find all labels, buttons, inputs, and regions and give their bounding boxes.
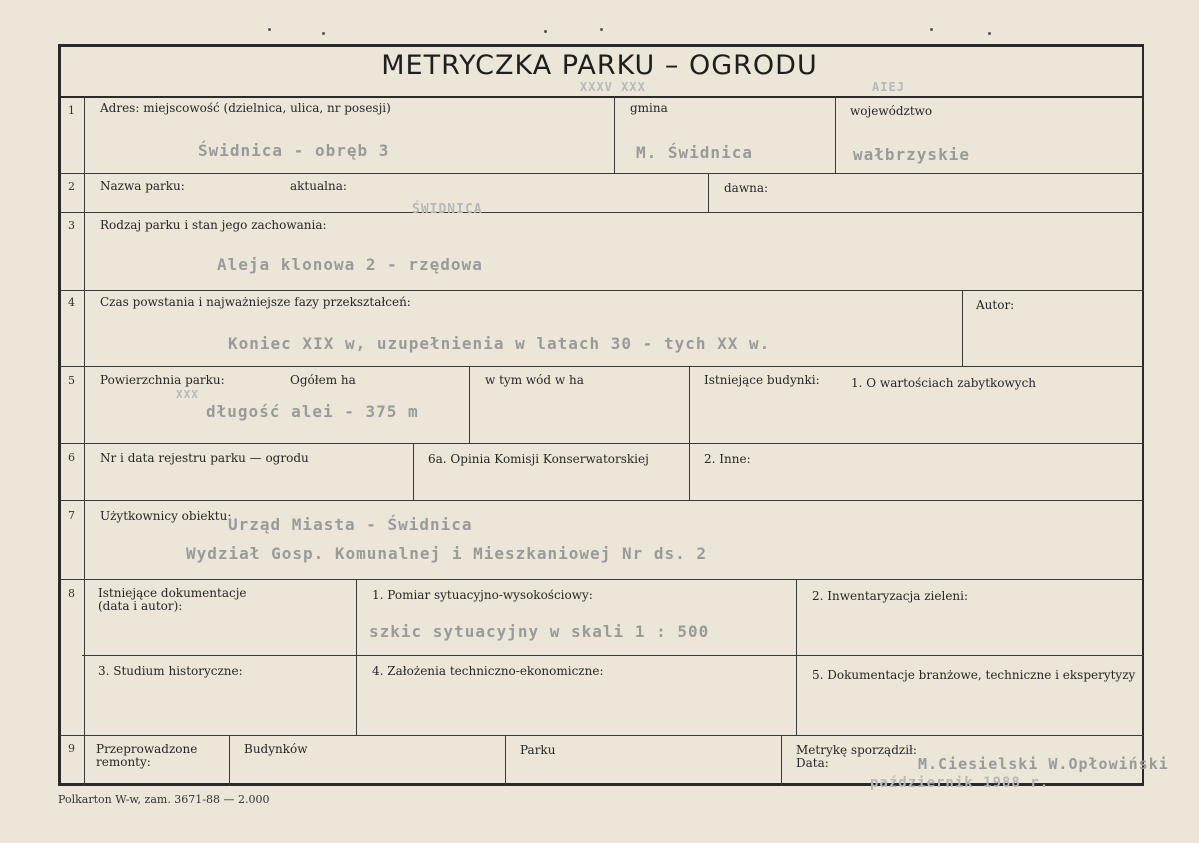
punch-mark — [930, 28, 933, 31]
cell-divider — [835, 96, 836, 173]
users-value-2: Wydział Gosp. Komunalnej i Mieszkaniowej Nr ds. 2 — [186, 544, 708, 563]
form-title: METRYCZKA PARKU – OGRODU — [381, 50, 818, 81]
printer-footer: Polkarton W-w, zam. 3671-88 — 2.000 — [58, 793, 270, 806]
time-created-label: Czas powstania i najważniejsze fazy przekształceń: — [100, 295, 411, 309]
gmina-label: gmina — [630, 101, 668, 115]
row-line — [60, 366, 1144, 367]
park-type-value: Aleja klonowa 2 - rzędowa — [217, 255, 483, 274]
prepared-by-label: Metrykę sporządził: — [796, 743, 917, 757]
park-name-label: Nazwa parku: — [100, 179, 185, 193]
park-name-current-value: ŚWIDNICA — [412, 202, 483, 217]
historical-study-label: 3. Studium historyczne: — [98, 664, 243, 678]
cell-divider — [614, 96, 615, 173]
row-line — [60, 212, 1144, 213]
historic-buildings-label: 1. O wartościach zabytkowych — [851, 376, 1037, 390]
gmina-value: M. Świdnica — [636, 143, 753, 162]
punch-mark — [268, 28, 271, 31]
renovations-label: Przeprowadzone — [96, 742, 198, 756]
cell-divider — [962, 290, 963, 366]
greenery-inventory-label: 2. Inwentaryzacja zieleni: — [812, 589, 969, 603]
date-label: Data: — [796, 756, 829, 770]
tech-econ-label: 4. Założenia techniczno-ekonomiczne: — [372, 664, 604, 678]
renovations-buildings-label: Budynków — [244, 742, 308, 756]
punch-mark — [988, 32, 991, 35]
header-stamp-1: XXXV XXX — [580, 80, 646, 94]
existing-buildings-label: Istniejące budynki: — [704, 373, 820, 387]
park-name-former-label: dawna: — [724, 181, 769, 195]
header-stamp-2: AIEJ — [872, 80, 905, 94]
commission-opinion-label: 6a. Opinia Komisji Konserwatorskiej — [428, 452, 649, 466]
survey-value: szkic sytuacyjny w skali 1 : 500 — [369, 622, 710, 641]
address-label: Adres: miejscowość (dzielnica, ulica, nr posesji) — [100, 101, 391, 115]
row-line — [60, 290, 1144, 291]
row-line — [60, 500, 1144, 501]
area-label: Powierzchnia parku: — [100, 373, 225, 387]
users-label: Użytkownicy obiektu: — [100, 509, 232, 523]
survey-label: 1. Pomiar sytuacyjno-wysokościowy: — [372, 588, 593, 602]
cell-divider — [708, 173, 709, 212]
branch-docs-label: 5. Dokumentacje branżowe, techniczne i eksperytyzy — [812, 668, 1136, 682]
row-number: 4 — [68, 296, 75, 309]
prepared-by-value: M.Ciesielski W.Opłowiński — [918, 755, 1169, 773]
punch-mark — [600, 28, 603, 31]
cell-divider — [796, 579, 797, 735]
water-ha-label: w tym wód w ha — [485, 373, 584, 387]
park-type-label: Rodzaj parku i stan jego zachowania: — [100, 218, 327, 232]
total-ha-label: Ogółem ha — [290, 373, 356, 387]
row-number: 8 — [68, 587, 75, 600]
row-line — [60, 443, 1144, 444]
row-number: 1 — [68, 104, 75, 117]
number-column-line — [84, 96, 85, 786]
row-number: 3 — [68, 219, 75, 232]
wojewodztwo-value: wałbrzyskie — [853, 145, 970, 164]
users-value-1: Urząd Miasta - Świdnica — [228, 515, 473, 534]
park-name-current-label: aktualna: — [290, 179, 347, 193]
row-number: 5 — [68, 374, 75, 387]
cell-divider — [413, 443, 414, 500]
row-line — [60, 579, 1144, 580]
registry-label: Nr i data rejestru parku — ogrodu — [100, 451, 309, 465]
other-buildings-label: 2. Inne: — [704, 452, 751, 466]
row-number: 7 — [68, 509, 75, 522]
address-value: Świdnica - obręb 3 — [198, 141, 390, 160]
row-line — [60, 96, 1144, 98]
punch-mark — [322, 32, 325, 35]
renovations-park-label: Parku — [520, 743, 556, 757]
documentation-label-2: (data i autor): — [98, 599, 183, 613]
cell-divider — [469, 366, 470, 443]
cell-divider — [505, 735, 506, 786]
row-line — [60, 735, 1144, 736]
renovations-label-2: remonty: — [96, 755, 151, 769]
row-line — [82, 655, 1144, 656]
cell-divider — [689, 366, 690, 500]
row-number: 9 — [68, 742, 75, 755]
row-number: 2 — [68, 180, 75, 193]
cell-divider — [781, 735, 782, 786]
author-label: Autor: — [976, 298, 1015, 312]
row-line — [60, 173, 1144, 174]
area-value: długość alei - 375 m — [206, 402, 419, 421]
documentation-label: Istniejące dokumentacje — [98, 586, 247, 600]
wojewodztwo-label: województwo — [850, 104, 933, 118]
row-number: 6 — [68, 451, 75, 464]
area-stamp: XXX — [176, 388, 199, 401]
cell-divider — [229, 735, 230, 786]
date-value: październik 1988 r. — [870, 775, 1050, 791]
cell-divider — [356, 579, 357, 735]
punch-mark — [544, 30, 547, 33]
time-created-value: Koniec XIX w, uzupełnienia w latach 30 - tych XX w. — [228, 334, 771, 353]
